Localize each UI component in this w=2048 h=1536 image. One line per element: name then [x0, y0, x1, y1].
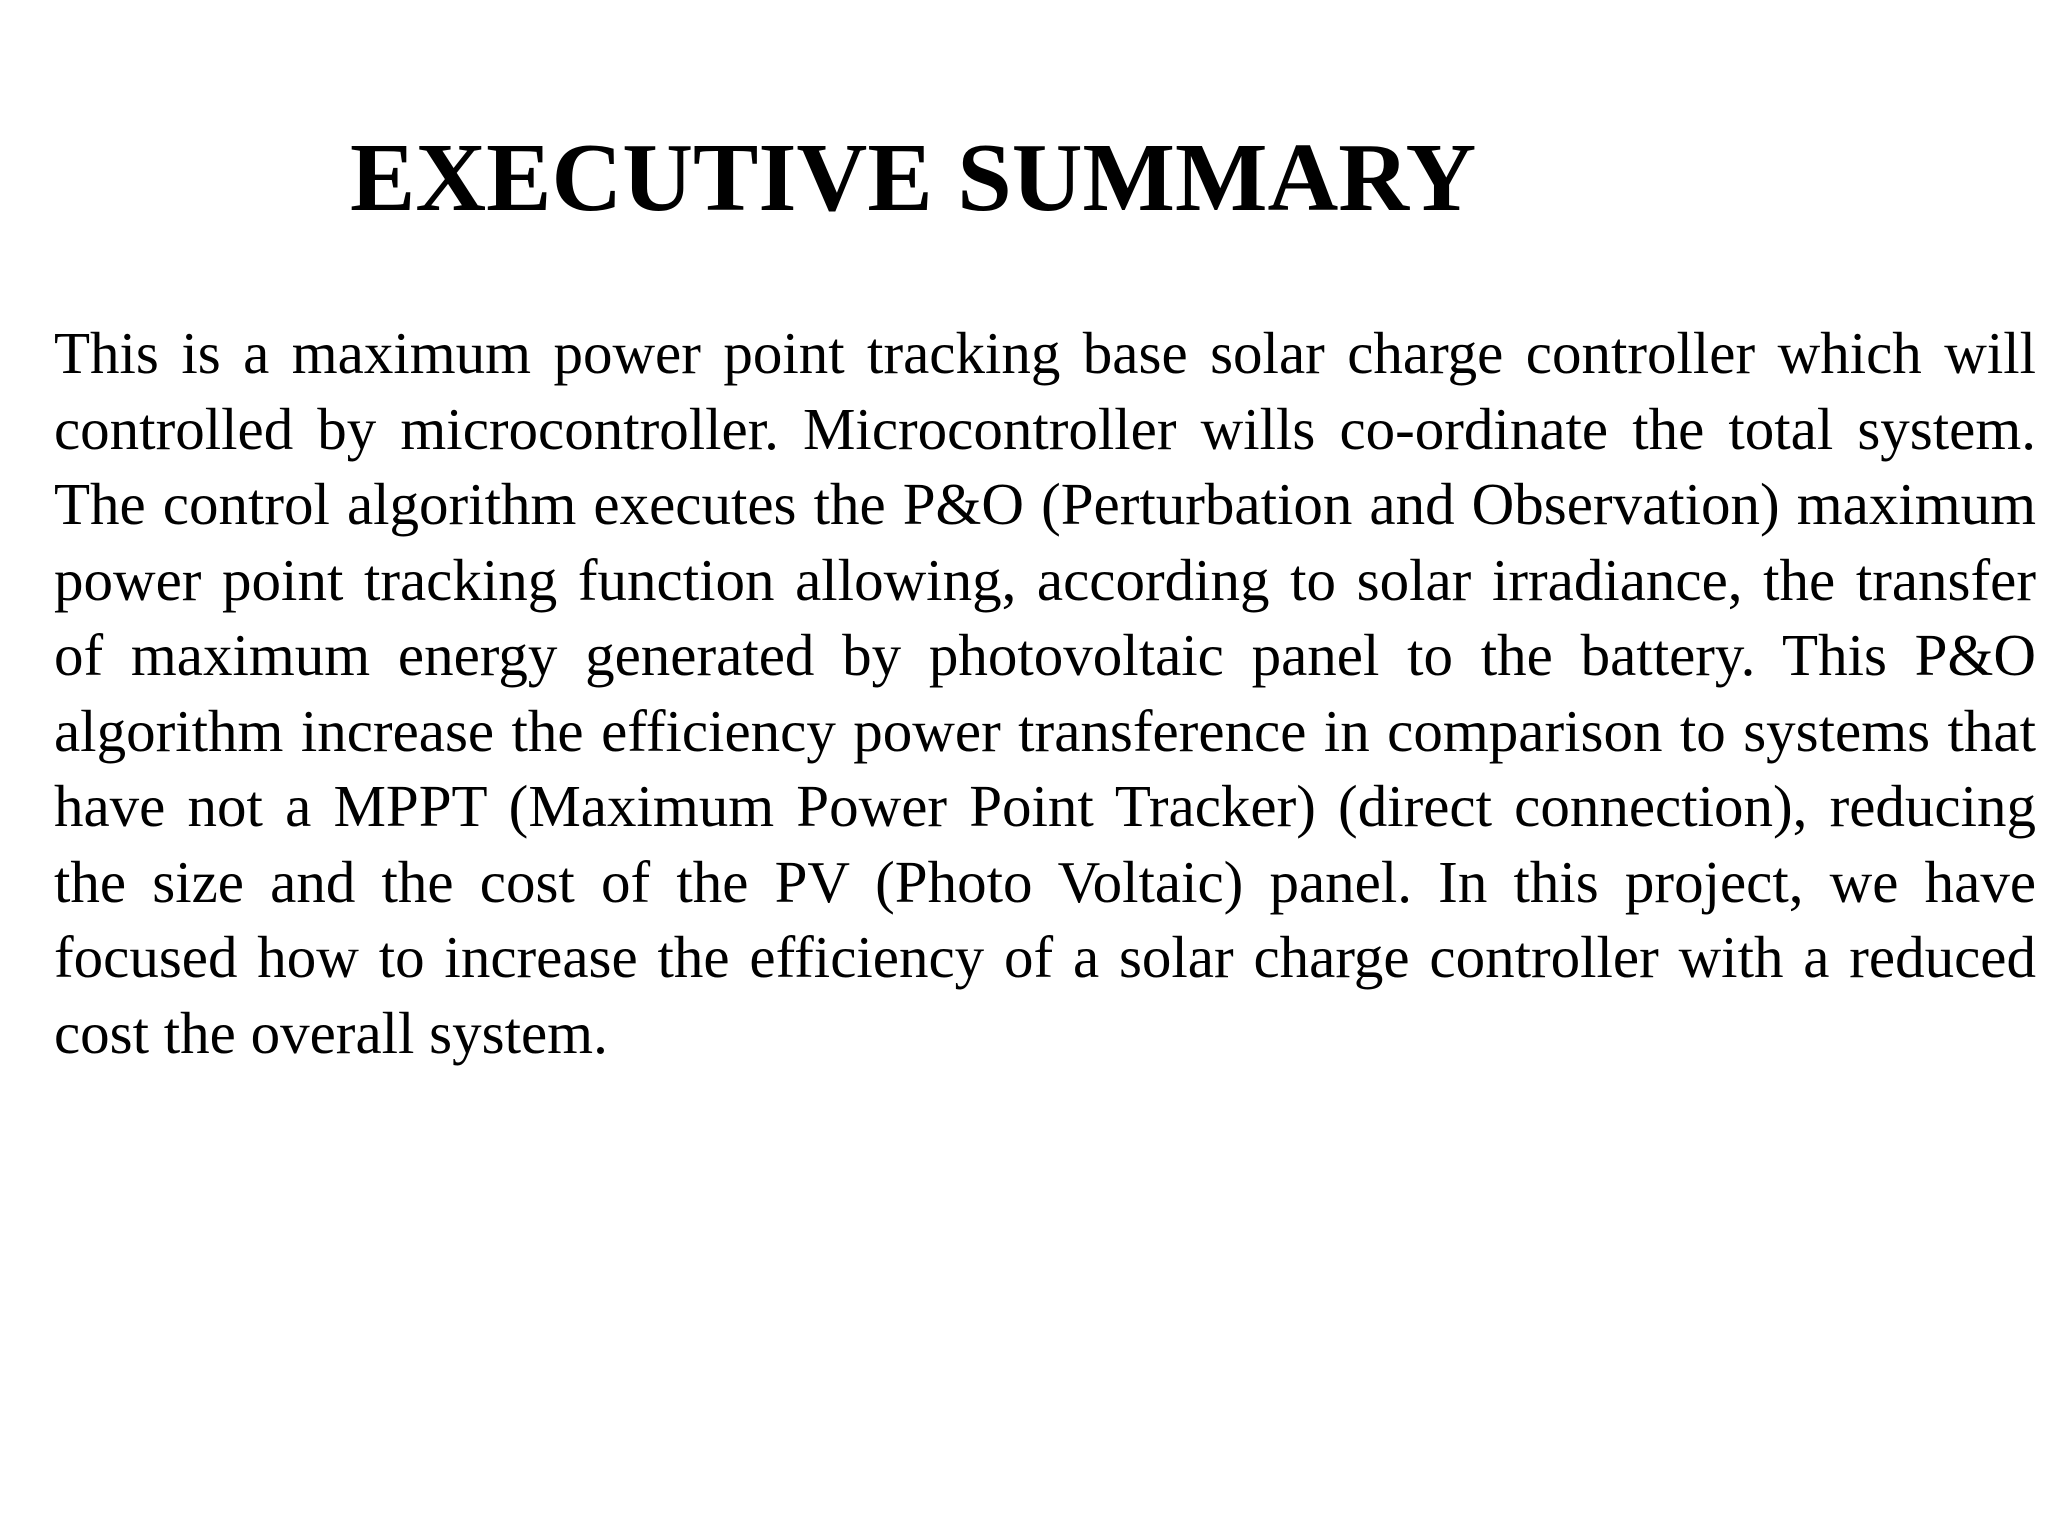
page-title: EXECUTIVE SUMMARY [350, 124, 1477, 232]
summary-paragraph: This is a maximum power point tracking base solar charge controller which will controlled by microcontroller. Microcontroller wills co-ordinate the total system. The control algorithm executes the P&O (Perturbation and Observation) maximum power point tracking function allowing, according to solar irradiance, the transfer of maximum energy generated by photovoltaic panel to the battery. This P&O algorithm increase the efficiency power transference in comparison to systems that have not a MPPT (Maximum Power Point Tracker) (direct connection), reducing the size and the cost of the PV (Photo Voltaic) panel. In this project, we have focused how to increase the efficiency of a solar charge controller with a reduced cost the overall system. [54, 320, 2036, 1066]
